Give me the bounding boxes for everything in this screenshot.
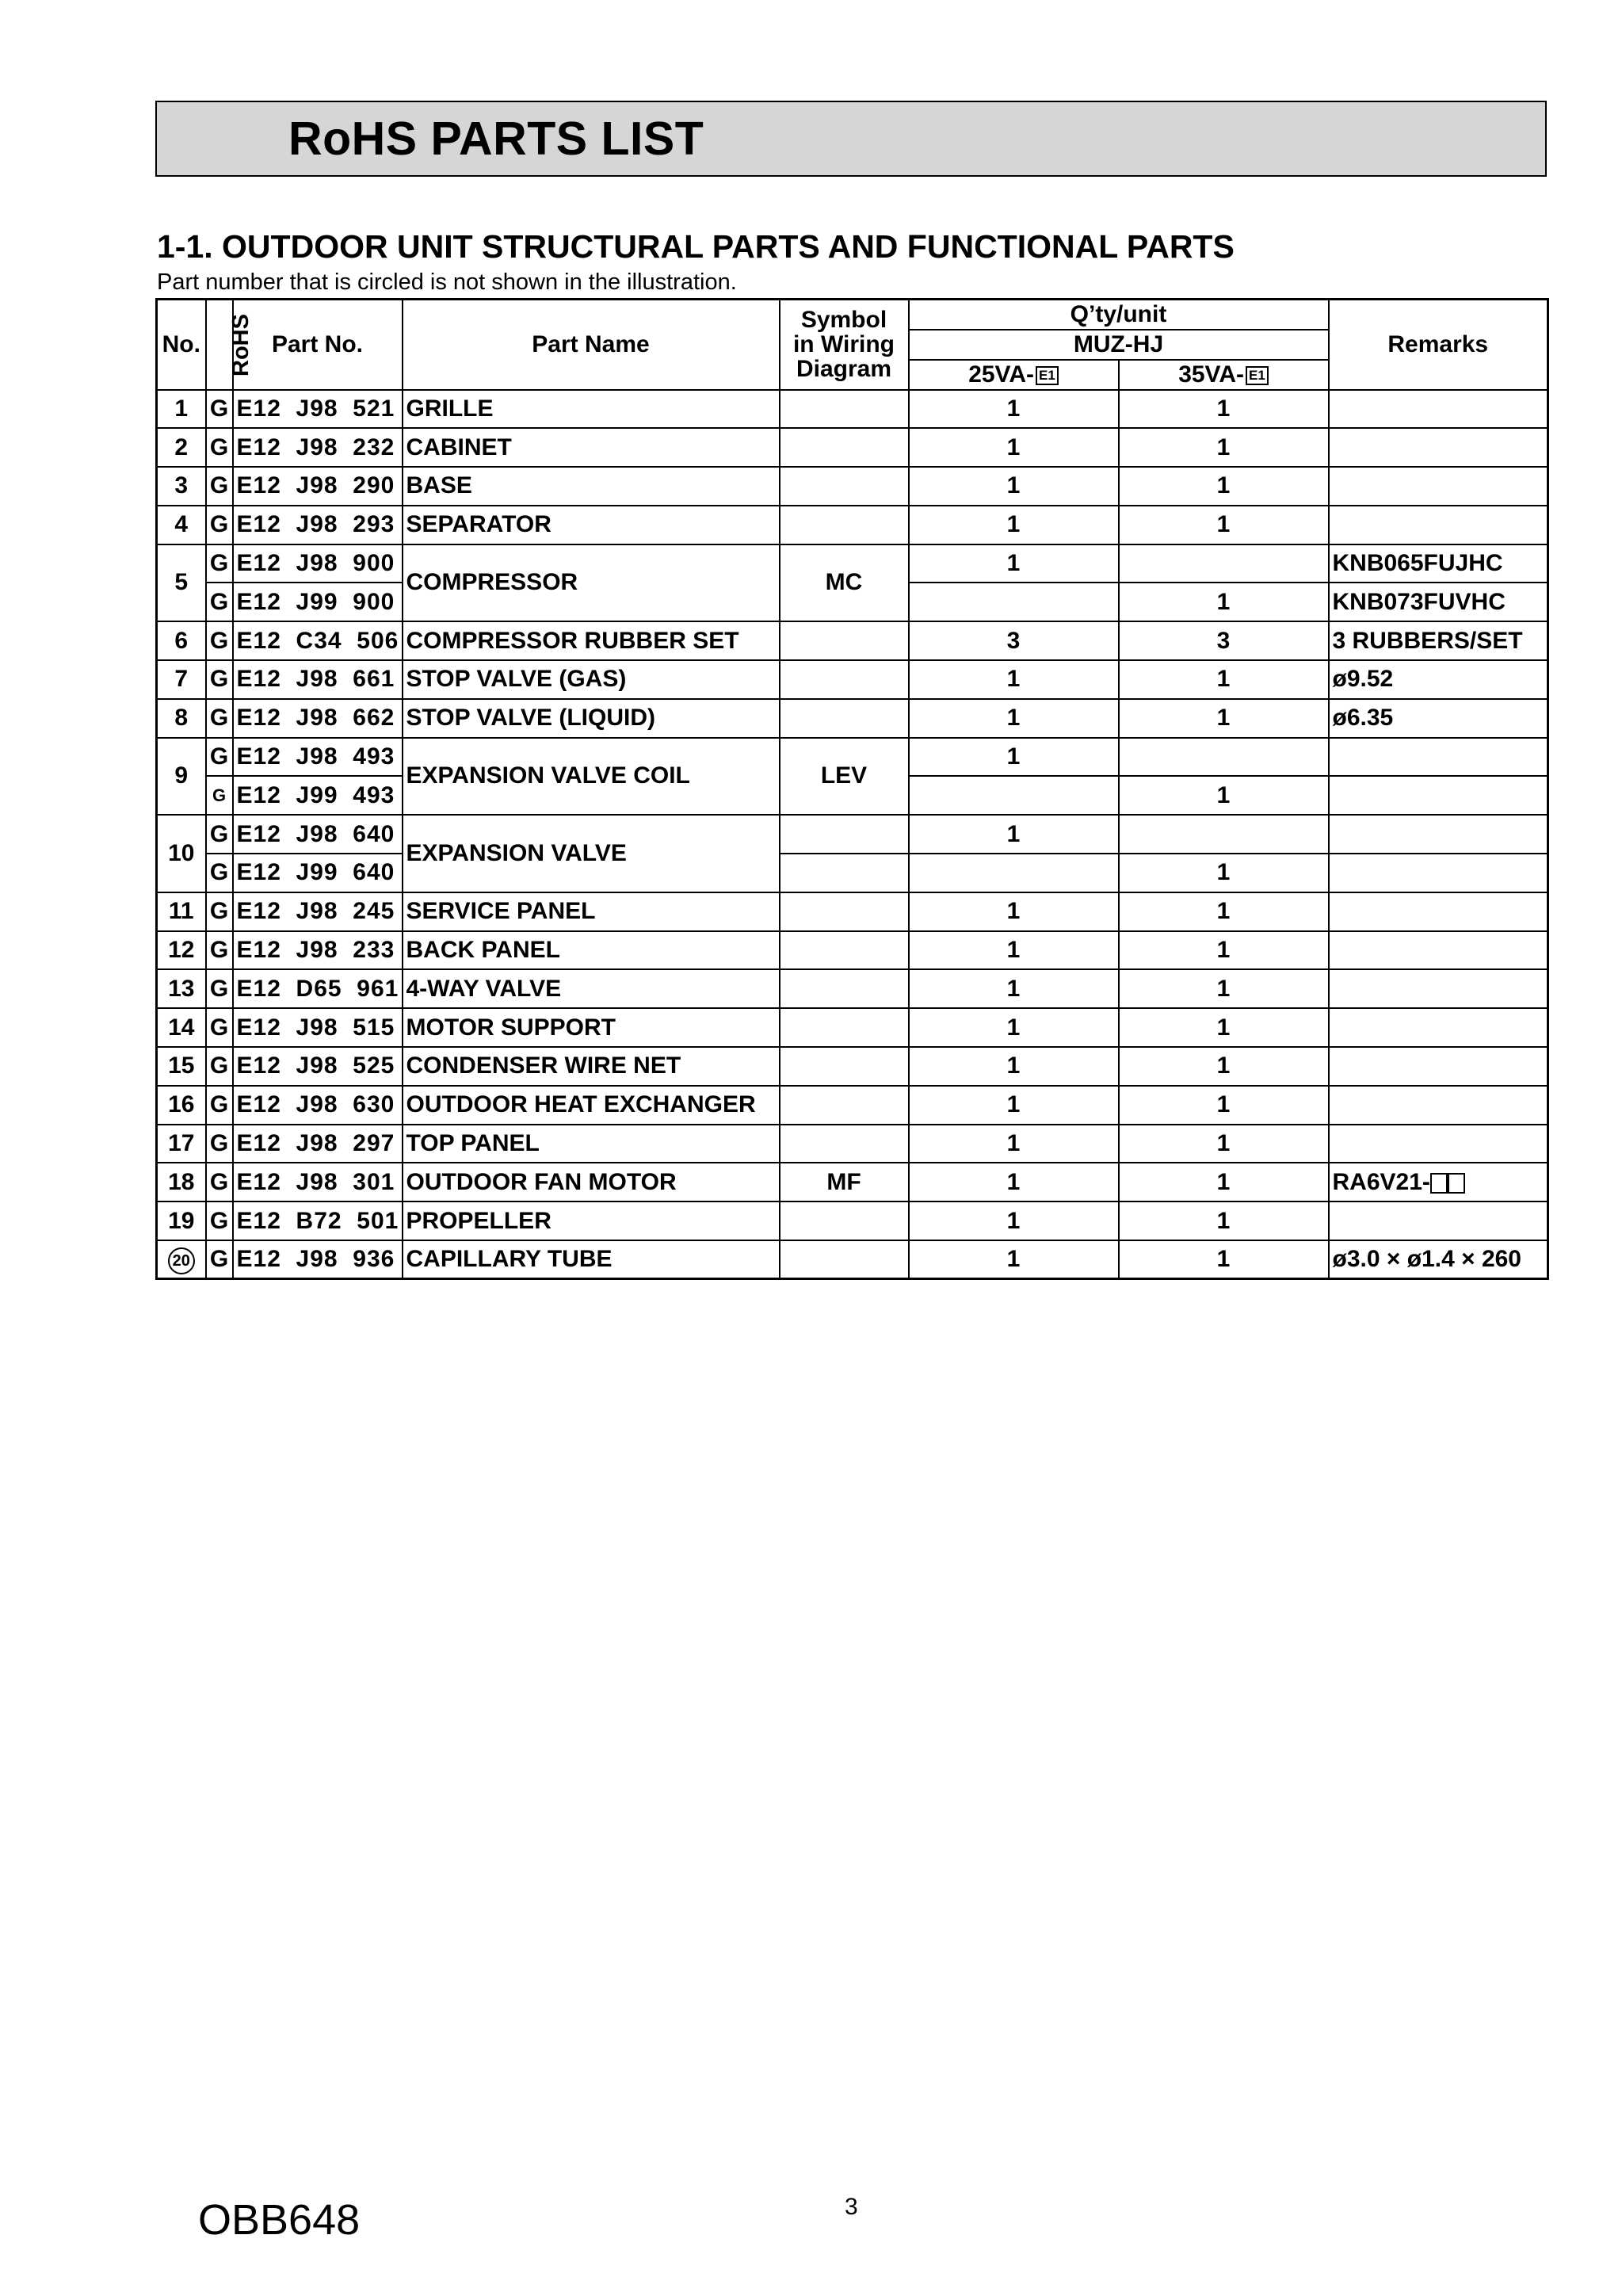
cell-qty-a: 1 bbox=[909, 969, 1119, 1008]
cell-qty-b: 1 bbox=[1119, 583, 1329, 621]
cell-rohs: G bbox=[206, 815, 233, 854]
placeholder-box-icon bbox=[1430, 1173, 1448, 1194]
cell-rohs: G bbox=[206, 1047, 233, 1086]
cell-qty-a: 1 bbox=[909, 1086, 1119, 1125]
cell-part-no: E12 J98 301 bbox=[233, 1163, 403, 1201]
cell-rohs: G bbox=[206, 428, 233, 467]
cell-qty-a: 1 bbox=[909, 1163, 1119, 1201]
cell-qty-b bbox=[1119, 815, 1329, 854]
cell-remarks bbox=[1329, 931, 1548, 970]
cell-qty-a: 1 bbox=[909, 1047, 1119, 1086]
table-row bbox=[157, 1201, 1548, 1240]
section-title: 1-1. OUTDOOR UNIT STRUCTURAL PARTS AND FUNCTIONAL PARTS bbox=[157, 228, 1235, 265]
cell-part-name: CAPILLARY TUBE bbox=[403, 1240, 780, 1279]
cell-qty-a bbox=[909, 583, 1119, 621]
cell-qty-a: 1 bbox=[909, 506, 1119, 544]
cell-part-no: E12 J98 232 bbox=[233, 428, 403, 467]
cell-part-name: BASE bbox=[403, 467, 780, 506]
cell-part-no: E12 J98 233 bbox=[233, 931, 403, 970]
cell-part-no: E12 D65 961 bbox=[233, 969, 403, 1008]
cell-rohs: G bbox=[206, 1163, 233, 1201]
cell-qty-a: 1 bbox=[909, 428, 1119, 467]
document-code: OBB648 bbox=[198, 2196, 361, 2244]
cell-part-no: E12 J98 245 bbox=[233, 892, 403, 931]
table-row bbox=[157, 1008, 1548, 1047]
cell-qty-b bbox=[1119, 738, 1329, 777]
cell-no: 17 bbox=[157, 1125, 206, 1163]
cell-no: 10 bbox=[157, 815, 206, 892]
cell-no: 7 bbox=[157, 660, 206, 699]
cell-no: 6 bbox=[157, 621, 206, 660]
cell-rohs: G bbox=[206, 854, 233, 892]
cell-rohs: G bbox=[206, 776, 233, 815]
cell-remarks bbox=[1329, 428, 1548, 467]
cell-part-name: CONDENSER WIRE NET bbox=[403, 1047, 780, 1086]
cell-qty-a: 1 bbox=[909, 738, 1119, 777]
cell-rohs: G bbox=[206, 699, 233, 738]
header-model-a bbox=[909, 360, 1119, 390]
cell-qty-a: 1 bbox=[909, 467, 1119, 506]
cell-rohs: G bbox=[206, 506, 233, 544]
cell-remarks bbox=[1329, 776, 1548, 815]
cell-remarks bbox=[1329, 1047, 1548, 1086]
cell-part-name: GRILLE bbox=[403, 390, 780, 429]
cell-remarks: KNB065FUJHC bbox=[1329, 544, 1548, 583]
cell-symbol: MC bbox=[780, 544, 909, 622]
table-row bbox=[157, 931, 1548, 970]
cell-symbol bbox=[780, 428, 909, 467]
header-rohs-label: RoHS bbox=[227, 313, 254, 376]
table-row bbox=[157, 621, 1548, 660]
cell-part-name: SERVICE PANEL bbox=[403, 892, 780, 931]
table-row bbox=[157, 969, 1548, 1008]
table-row bbox=[157, 1086, 1548, 1125]
cell-remarks bbox=[1329, 854, 1548, 892]
table-row bbox=[157, 390, 1548, 429]
table-row bbox=[157, 1125, 1548, 1163]
cell-qty-b: 1 bbox=[1119, 1008, 1329, 1047]
header-model-a-suffix: E1 bbox=[1036, 366, 1059, 385]
cell-rohs: G bbox=[206, 1086, 233, 1125]
cell-rohs: G bbox=[206, 467, 233, 506]
cell-symbol bbox=[780, 854, 909, 892]
cell-no: 16 bbox=[157, 1086, 206, 1125]
header-symbol bbox=[780, 300, 909, 390]
cell-rohs: G bbox=[206, 1201, 233, 1240]
cell-symbol: LEV bbox=[780, 738, 909, 816]
cell-part-name: STOP VALVE (LIQUID) bbox=[403, 699, 780, 738]
cell-symbol bbox=[780, 390, 909, 429]
cell-part-no: E12 J98 515 bbox=[233, 1008, 403, 1047]
cell-qty-a bbox=[909, 776, 1119, 815]
cell-symbol: MF bbox=[780, 1163, 909, 1201]
cell-remarks: ø6.35 bbox=[1329, 699, 1548, 738]
cell-remarks bbox=[1329, 1086, 1548, 1125]
cell-qty-a: 1 bbox=[909, 1201, 1119, 1240]
cell-remarks bbox=[1329, 815, 1548, 854]
cell-remarks bbox=[1329, 1125, 1548, 1163]
cell-qty-b: 1 bbox=[1119, 969, 1329, 1008]
cell-qty-b: 1 bbox=[1119, 428, 1329, 467]
cell-part-no: E12 J98 640 bbox=[233, 815, 403, 854]
cell-symbol bbox=[780, 815, 909, 854]
cell-symbol bbox=[780, 1201, 909, 1240]
cell-symbol bbox=[780, 660, 909, 699]
title-banner bbox=[155, 101, 1547, 177]
cell-qty-b: 1 bbox=[1119, 1125, 1329, 1163]
cell-qty-a: 1 bbox=[909, 815, 1119, 854]
cell-qty-a: 1 bbox=[909, 931, 1119, 970]
cell-part-name: STOP VALVE (GAS) bbox=[403, 660, 780, 699]
cell-no bbox=[157, 1240, 206, 1279]
cell-part-name: EXPANSION VALVE bbox=[403, 815, 780, 892]
table-row bbox=[157, 892, 1548, 931]
cell-part-no: E12 J98 662 bbox=[233, 699, 403, 738]
cell-qty-a bbox=[909, 854, 1119, 892]
header-no: No. bbox=[157, 300, 206, 390]
cell-qty-a: 1 bbox=[909, 660, 1119, 699]
cell-qty-b: 1 bbox=[1119, 1201, 1329, 1240]
cell-qty-a: 1 bbox=[909, 892, 1119, 931]
cell-qty-b: 1 bbox=[1119, 467, 1329, 506]
cell-no: 13 bbox=[157, 969, 206, 1008]
cell-part-no: E12 J99 900 bbox=[233, 583, 403, 621]
cell-part-no: E12 J98 525 bbox=[233, 1047, 403, 1086]
cell-part-name: COMPRESSOR bbox=[403, 544, 780, 622]
cell-symbol bbox=[780, 506, 909, 544]
cell-symbol bbox=[780, 467, 909, 506]
cell-qty-b: 1 bbox=[1119, 506, 1329, 544]
cell-part-name: CABINET bbox=[403, 428, 780, 467]
header-model-a-label: 25VA- bbox=[968, 361, 1034, 388]
cell-part-no: E12 C34 506 bbox=[233, 621, 403, 660]
page-number: 3 bbox=[845, 2194, 858, 2220]
section-note: Part number that is circled is not shown in the illustration. bbox=[157, 269, 737, 295]
cell-rohs: G bbox=[206, 969, 233, 1008]
cell-rohs: G bbox=[206, 892, 233, 931]
cell-part-no: E12 J98 293 bbox=[233, 506, 403, 544]
cell-remarks bbox=[1329, 892, 1548, 931]
cell-remarks-text: RA6V21- bbox=[1332, 1168, 1430, 1195]
cell-part-name: OUTDOOR FAN MOTOR bbox=[403, 1163, 780, 1201]
cell-part-no: E12 J98 297 bbox=[233, 1125, 403, 1163]
cell-no: 18 bbox=[157, 1163, 206, 1201]
cell-part-name: OUTDOOR HEAT EXCHANGER bbox=[403, 1086, 780, 1125]
cell-symbol bbox=[780, 1240, 909, 1279]
cell-rohs: G bbox=[206, 583, 233, 621]
header-symbol-line: Symbol bbox=[800, 307, 887, 334]
cell-qty-b: 1 bbox=[1119, 931, 1329, 970]
cell-rohs: G bbox=[206, 660, 233, 699]
cell-no: 12 bbox=[157, 931, 206, 970]
cell-part-no: E12 J98 936 bbox=[233, 1240, 403, 1279]
table-row bbox=[157, 506, 1548, 544]
cell-rohs: G bbox=[206, 738, 233, 777]
cell-no: 4 bbox=[157, 506, 206, 544]
table-row bbox=[157, 1163, 1548, 1201]
cell-symbol bbox=[780, 1125, 909, 1163]
cell-remarks bbox=[1329, 506, 1548, 544]
table-row bbox=[157, 428, 1548, 467]
header-symbol-line: in Wiring bbox=[792, 331, 895, 358]
table-row bbox=[157, 660, 1548, 699]
cell-symbol bbox=[780, 892, 909, 931]
header-part-no: Part No. bbox=[233, 300, 403, 390]
cell-no: 2 bbox=[157, 428, 206, 467]
table-row bbox=[157, 699, 1548, 738]
cell-no: 9 bbox=[157, 738, 206, 816]
cell-part-name: EXPANSION VALVE COIL bbox=[403, 738, 780, 816]
cell-part-name: MOTOR SUPPORT bbox=[403, 1008, 780, 1047]
cell-rohs: G bbox=[206, 1008, 233, 1047]
cell-rohs: G bbox=[206, 544, 233, 583]
cell-qty-b: 1 bbox=[1119, 1047, 1329, 1086]
header-remarks: Remarks bbox=[1329, 300, 1548, 390]
cell-part-no: E12 J98 661 bbox=[233, 660, 403, 699]
cell-qty-a: 1 bbox=[909, 544, 1119, 583]
cell-symbol bbox=[780, 699, 909, 738]
cell-part-no: E12 J98 493 bbox=[233, 738, 403, 777]
header-model-b-suffix: E1 bbox=[1246, 366, 1269, 385]
header-part-name: Part Name bbox=[403, 300, 780, 390]
header-model-b-label: 35VA- bbox=[1178, 361, 1244, 388]
cell-rohs: G bbox=[206, 1240, 233, 1279]
cell-qty-b: 1 bbox=[1119, 776, 1329, 815]
cell-symbol bbox=[780, 1008, 909, 1047]
table-row bbox=[157, 1240, 1548, 1279]
header-qty: Q’ty/unit bbox=[909, 300, 1329, 330]
cell-qty-b: 1 bbox=[1119, 1163, 1329, 1201]
cell-remarks bbox=[1329, 1163, 1548, 1201]
header-model-b bbox=[1119, 360, 1329, 390]
table-row bbox=[157, 854, 1548, 892]
cell-part-name: PROPELLER bbox=[403, 1201, 780, 1240]
cell-no: 11 bbox=[157, 892, 206, 931]
cell-rohs: G bbox=[206, 621, 233, 660]
cell-symbol bbox=[780, 1086, 909, 1125]
cell-no: 14 bbox=[157, 1008, 206, 1047]
cell-part-name: COMPRESSOR RUBBER SET bbox=[403, 621, 780, 660]
cell-qty-b: 1 bbox=[1119, 892, 1329, 931]
cell-part-no: E12 J98 630 bbox=[233, 1086, 403, 1125]
cell-qty-b: 1 bbox=[1119, 854, 1329, 892]
cell-qty-b: 1 bbox=[1119, 699, 1329, 738]
cell-part-name: TOP PANEL bbox=[403, 1125, 780, 1163]
cell-qty-b: 1 bbox=[1119, 660, 1329, 699]
cell-remarks bbox=[1329, 1201, 1548, 1240]
cell-part-no: E12 J98 900 bbox=[233, 544, 403, 583]
cell-remarks: ø3.0 × ø1.4 × 260 bbox=[1329, 1240, 1548, 1279]
cell-symbol bbox=[780, 969, 909, 1008]
header-model: MUZ-HJ bbox=[909, 330, 1329, 360]
cell-qty-a: 1 bbox=[909, 1125, 1119, 1163]
cell-rohs: G bbox=[206, 931, 233, 970]
cell-no: 19 bbox=[157, 1201, 206, 1240]
cell-part-no: E12 J99 493 bbox=[233, 776, 403, 815]
parts-table bbox=[155, 298, 1549, 1280]
cell-part-no: E12 B72 501 bbox=[233, 1201, 403, 1240]
header-symbol-line: Diagram bbox=[796, 356, 892, 383]
cell-part-name: SEPARATOR bbox=[403, 506, 780, 544]
cell-part-name: 4-WAY VALVE bbox=[403, 969, 780, 1008]
placeholder-box-icon bbox=[1448, 1173, 1465, 1194]
cell-qty-a: 3 bbox=[909, 621, 1119, 660]
table-row bbox=[157, 815, 1548, 854]
cell-qty-b: 3 bbox=[1119, 621, 1329, 660]
cell-rohs: G bbox=[206, 1125, 233, 1163]
cell-no: 5 bbox=[157, 544, 206, 622]
header-rohs bbox=[206, 300, 254, 390]
cell-no: 3 bbox=[157, 467, 206, 506]
cell-no: 15 bbox=[157, 1047, 206, 1086]
cell-qty-a: 1 bbox=[909, 699, 1119, 738]
cell-remarks bbox=[1329, 1008, 1548, 1047]
cell-part-no: E12 J99 640 bbox=[233, 854, 403, 892]
cell-remarks bbox=[1329, 467, 1548, 506]
cell-symbol bbox=[780, 1047, 909, 1086]
cell-no: 8 bbox=[157, 699, 206, 738]
cell-remarks bbox=[1329, 969, 1548, 1008]
cell-symbol bbox=[780, 621, 909, 660]
table-row bbox=[157, 544, 1548, 583]
cell-part-name: BACK PANEL bbox=[403, 931, 780, 970]
cell-qty-a: 1 bbox=[909, 1240, 1119, 1279]
cell-remarks bbox=[1329, 738, 1548, 777]
cell-remarks: 3 RUBBERS/SET bbox=[1329, 621, 1548, 660]
cell-part-no: E12 J98 290 bbox=[233, 467, 403, 506]
circled-number: 20 bbox=[168, 1247, 195, 1274]
cell-part-no: E12 J98 521 bbox=[233, 390, 403, 429]
cell-qty-b bbox=[1119, 544, 1329, 583]
table-row bbox=[157, 1047, 1548, 1086]
cell-symbol bbox=[780, 931, 909, 970]
cell-no: 1 bbox=[157, 390, 206, 429]
table-row bbox=[157, 467, 1548, 506]
cell-qty-a: 1 bbox=[909, 390, 1119, 429]
cell-remarks bbox=[1329, 390, 1548, 429]
cell-qty-b: 1 bbox=[1119, 1240, 1329, 1279]
cell-qty-b: 1 bbox=[1119, 1086, 1329, 1125]
cell-remarks: KNB073FUVHC bbox=[1329, 583, 1548, 621]
cell-qty-a: 1 bbox=[909, 1008, 1119, 1047]
cell-remarks: ø9.52 bbox=[1329, 660, 1548, 699]
page-title: RoHS PARTS LIST bbox=[288, 113, 704, 165]
cell-qty-b: 1 bbox=[1119, 390, 1329, 429]
table-row bbox=[157, 738, 1548, 777]
cell-rohs: G bbox=[206, 390, 233, 429]
